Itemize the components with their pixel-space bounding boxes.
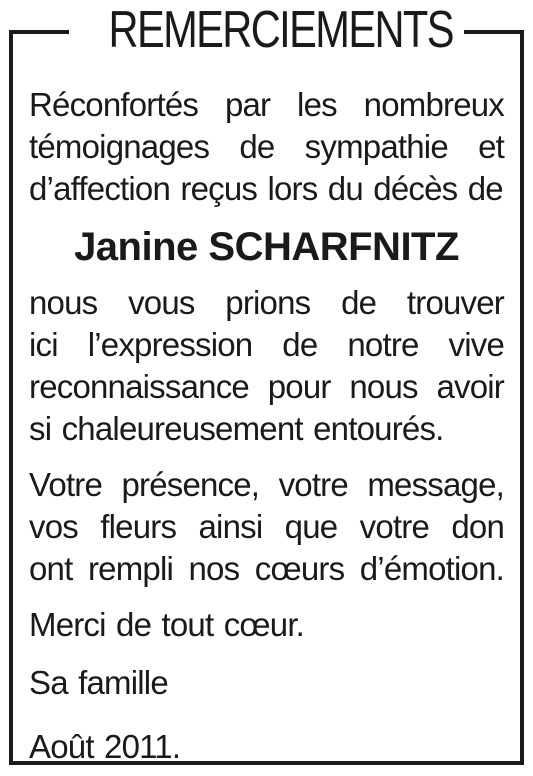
signature: Sa famille (29, 664, 168, 701)
gratitude-line: nous vous prions de trouver (29, 284, 504, 321)
deceased-name: Janine SCHARFNITZ (74, 225, 459, 269)
notice-body (29, 84, 504, 768)
intro-line: témoignages de sympathie et (29, 128, 504, 165)
top-rule-left (9, 30, 69, 34)
gratitude-paragraph (29, 282, 504, 450)
gratitude-line: si chaleureusement entourés. (29, 410, 444, 447)
notice-heading: REMERCIEMENTS (108, 1, 453, 59)
presence-line: Votre présence, votre message, (29, 466, 504, 503)
presence-line: ont rempli nos cœurs d’émotion. (29, 550, 504, 587)
paragraph-gap (29, 450, 504, 464)
paragraph-gap (29, 590, 504, 604)
closing-line: Merci de tout cœur. (29, 606, 305, 643)
intro-line: d’affection reçus lors du décès de (29, 170, 503, 207)
intro-paragraph (29, 84, 504, 210)
top-rule-right (464, 30, 524, 34)
presence-line: vos fleurs ainsi que votre don (29, 508, 504, 545)
presence-paragraph (29, 464, 504, 590)
intro-line: Réconfortés par les nombreux (29, 86, 504, 123)
gratitude-line: ici l’expression de notre vive (29, 326, 504, 363)
gratitude-line: reconnaissance pour nous avoir (29, 368, 504, 405)
notice-date: Août 2011. (29, 728, 181, 765)
